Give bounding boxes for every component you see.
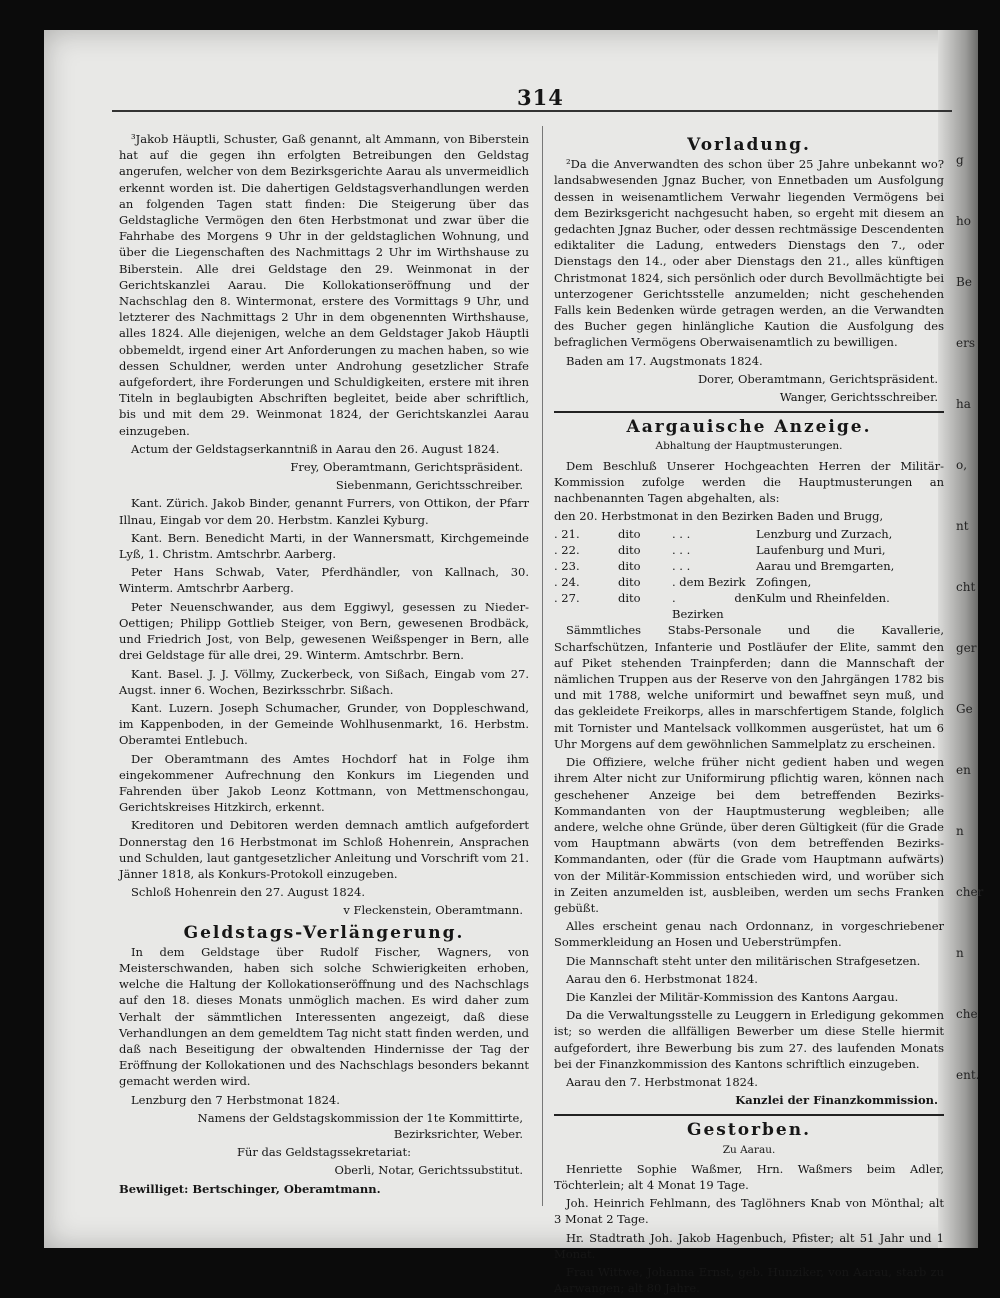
muster-place-cell: Lenzburg und Zurzach,: [756, 527, 893, 542]
zurich-notice: Kant. Zürich. Jakob Binder, genannt Furrers, von Ottikon, der Pfarr Illnau, Eingab vor dem 20. Herbstm. Kanzlei Kyburg.: [119, 496, 529, 527]
vorladung-date: Baden am 17. Augstmonats 1824.: [566, 353, 763, 368]
muster-schedule-table: [554, 526, 944, 622]
adjacent-page-fragment-line: g: [956, 153, 964, 167]
muster-day-cell: . 22.: [554, 543, 580, 558]
muster-dist-cell: . dem Bezirk: [672, 575, 746, 590]
adjacent-page-fragment-line: o,: [956, 458, 968, 472]
muster-day-cell: . 27.: [554, 591, 580, 606]
adjacent-page-fragment-line: che: [956, 1007, 978, 1021]
header-rule: [112, 110, 952, 112]
muster-row: [554, 574, 944, 590]
muster-row: [554, 558, 944, 574]
adjacent-page-fragment-line: n: [956, 824, 964, 838]
adjacent-page-fragment-line: en: [956, 763, 971, 777]
heading-vorladung: Vorladung.: [687, 135, 811, 155]
bern-notice-3: Peter Neuenschwander, aus dem Eggiwyl, gesessen zu Nieder-Oettigen; Philipp Gottlieb Steiger, von Bern, gewesenen Brodbäck, und Friedrich Jost, von Belp, gewesenen Weißspenger in Bern, alle drei Geldstage für alle drei, 29. Winterm. Amtschrbr. Bern.: [119, 599, 529, 663]
left-column: [119, 131, 529, 1199]
vorladung-signature-1: Dorer, Oberamtmann, Gerichtspräsident.: [697, 371, 938, 386]
muster-dito-cell: dito: [618, 527, 641, 542]
muster-dist-cell: . . .: [672, 527, 691, 542]
muster-row: [554, 590, 944, 622]
muster-dito-cell: dito: [618, 543, 641, 558]
aargau-paragraph-5: Die Mannschaft steht unter den militärischen Strafgesetzen.: [566, 953, 921, 968]
bern-notice-2: Peter Hans Schwab, Vater, Pferdhändler, von Kallnach, 30. Winterm. Amtschrbr Aarberg.: [119, 565, 529, 596]
gestorben-entry-2: Joh. Heinrich Fehlmann, des Taglöhners Knab von Mönthal; alt 3 Monat 2 Tage.: [554, 1196, 944, 1227]
basel-notice: Kant. Basel. J. J. Völlmy, Zuckerbeck, von Sißach, Eingab vom 27. Augst. inner 6. Wochen, Bezirksschrbr. Sißach.: [119, 666, 529, 697]
newspaper-page: [44, 30, 984, 1296]
fischer-signature-2: Für das Geldstagssekretariat:: [237, 1145, 411, 1160]
muster-day-cell: . 24.: [554, 575, 580, 590]
right-column: [554, 131, 944, 1298]
muster-dito-cell: dito: [618, 575, 641, 590]
hochdorf-date: Schloß Hohenrein den 27. August 1824.: [131, 885, 366, 900]
adjacent-page-fragment-line: cht: [956, 580, 976, 594]
adjacent-page-fragment-line: ger: [956, 641, 977, 655]
haeuptli-notice: ³Jakob Häuptli, Schuster, Gaß genannt, alt Ammann, von Biberstein hat auf die gegen ihn erfolgten Betreibungen den Geldstag angerufen, welcher von dem Bezirksgerichte Aarau als unvermeidlich erkennt worden ist. Die dahertigen Geldstagsverhandlungen werden an folgenden Tagen statt finden: Die Steigerung über das Geldstagliche Vermögen den 6ten Herbstmonat und zwar über die Fahrhabe des Morgens 9 Uhr in der geldstaglichen Wohnung, und über die Liegenschaften des Nachmittags 2 Uhr im Wirthshause zu Biberstein. Alle drei Geldstage den 29. Weinmonat in der Gerichtskanzlei Aarau. Die Kollokationseröffnung und der Nachschlag den 8. Wintermonat, erstere des Vormittags 9 Uhr, und letzterer des Nachmittags 2 Uhr in dem obgenennten Wirthshause, alles 1824. Alle diejenigen, welche an dem Geldstager Jakob Häuptli obbemeldt, irgend einer Art Anforderungen zu machen haben, so wie dessen Schuldner, werden unter Androhung gesetzlicher Strafe aufgefordert, ihre Forderungen und Schuldigkeiten, erstere mit ihren Titeln in beglaubigten Abschriften begleitet, beide aber schriftlich, bis und mit dem 29. Weinmonat 1824, der Gerichtskanzlei Aarau einzugeben.: [119, 132, 529, 438]
muster-row: [554, 526, 944, 542]
adjacent-page-fragment-line: ent.: [956, 1068, 980, 1082]
column-divider: [542, 126, 543, 1206]
heading-aargauische-anzeige: Aargauische Anzeige.: [626, 417, 872, 438]
muster-dist-cell: . den Bezirken: [672, 591, 756, 622]
fischer-signature-3: Oberli, Notar, Gerichtssubstitut.: [334, 1163, 523, 1178]
gestorben-entry-1: Henriette Sophie Waßmer, Hrn. Waßmers beim Adler, Töchterlein; alt 4 Monat 19 Tage.: [554, 1161, 944, 1192]
heading-geldstags-verlaengerung: Geldstags-Verlängerung.: [183, 922, 465, 943]
bern-notice-1: Kant. Bern. Benedicht Marti, in der Wannersmatt, Kirchgemeinde Lyß, 1. Christm. Amtschrbr. Aarberg.: [119, 530, 529, 562]
adjacent-page-fragment-line: ho: [956, 214, 971, 228]
section-rule: [554, 1114, 944, 1116]
haeuptli-date: Actum der Geldstagserkanntniß in Aarau den 26. August 1824.: [131, 441, 500, 456]
leuggern-signature: Kanzlei der Finanzkommission.: [735, 1093, 938, 1108]
hochdorf-signature: v Fleckenstein, Oberamtmann.: [343, 903, 523, 918]
leuggern-date: Aarau den 7. Herbstmonat 1824.: [566, 1074, 758, 1089]
haeuptli-signature-1: Frey, Oberamtmann, Gerichtspräsident.: [290, 460, 523, 475]
fischer-signature-4: Bewilliget: Bertschinger, Oberamtmann.: [119, 1181, 381, 1196]
gestorben-entry-3: Hr. Stadtrath Joh. Jakob Hagenbuch, Pfister; alt 51 Jahr und 1 Monat.: [554, 1230, 944, 1261]
adjacent-page-fragment-line: Be: [956, 275, 972, 289]
aargau-paragraph-3: Die Offiziere, welche früher nicht gedient haben und wegen ihrem Alter nicht zur Uniformirung pflichtig waren, können nach geschehener Anzeige bei dem betreffenden Bezirks-Kommandanten von der Hauptmusterung wegbleiben; alle andere, welche ohne Gründe, über deren Gültigkeit (für die Grade vom Hauptmann abwärts (von dem betreffenden Bezirks-Kommandanten, oder (für die Grade vom Hauptmann aufwärts) von der Militär-Kommission entschieden wird, und worüber sich in Zeiten anzumelden ist, ausbleiben, werden um sechs Franken gebüßt.: [554, 755, 944, 915]
hochdorf-notice-2: Kreditoren und Debitoren werden demnach amtlich aufgefordert Donnerstag den 16 Herbstmonat im Schloß Hohenrein, Ansprachen und Schulden, laut gantgesetzlicher Anleitung und Vorschrift vom 21. Jänner 1818, als Konkurs-Protokoll einzugeben.: [119, 818, 529, 881]
vorladung-notice: ²Da die Anverwandten des schon über 25 Jahre unbekannt wo? landsabwesenden Jgnaz Bucher, von Ennetbaden um Ausfolgung dessen in weisenamtlichem Verwahr liegenden Vermögens bei dem Bezirksgericht nachgesucht haben, so ergeht mit diesem an gedachten Jgnaz Bucher, oder dessen rechtmässige Descendenten ediktaliter die Ladung, entweders Dienstags den 7., oder Dienstags den 14., oder aber Dienstags den 21., alles künftigen Christmonat 1824, sich persönlich oder durch Bevollmächtigte bei unterzogener Gerichtsstelle anzumelden; nicht geschehenden Falls kein Bedenken würde getragen werden, an die Verwandten des Bucher gegen hinlängliche Kaution die Ausfolgung des befraglichen Vermögens Oberwaisenamtlich zu bewilligen.: [554, 157, 944, 350]
aargau-first-date: den 20. Herbstmonat in den Bezirken Baden und Brugg,: [554, 509, 884, 524]
section-rule: [554, 411, 944, 413]
adjacent-page-fragment-line: cher: [956, 885, 984, 899]
fischer-notice: In dem Geldstage über Rudolf Fischer, Wagners, von Meisterschwanden, haben sich solche Schwierigkeiten erhoben, welche die Haltung der Kollokationseröffnung und des Nachschlags auf den 18. dieses Monats unmöglich machen. Es wird daher zum Verhalt der sämmtlichen Interessenten angezeigt, daß diese Verhandlungen an dem gemeldtem Tag nicht statt finden werden, und daß nach Beseitigung der obwaltenden Hindernisse der Tag der Eröffnung der Kollokationen und des Nachschlags besonders bekannt gemacht werden wird.: [119, 944, 529, 1089]
muster-row: [554, 542, 944, 558]
leuggern-notice: Da die Verwaltungsstelle zu Leuggern in Erledigung gekommen ist; so werden die allfälligen Bewerber um diese Stelle hiermit aufgefordert, ihre Bewerbung bis zum 27. des laufenden Monats bei der Finanzkommission des Kantons schriftlich einzugeben.: [554, 1008, 944, 1071]
adjacent-page-fragment-line: Ge: [956, 702, 973, 716]
muster-place-cell: Kulm und Rheinfelden.: [756, 591, 890, 606]
muster-day-cell: . 23.: [554, 559, 580, 574]
adjacent-page-fragment-line: ers: [956, 336, 975, 350]
muster-place-cell: Zofingen,: [756, 575, 812, 590]
luzern-notice: Kant. Luzern. Joseph Schumacher, Grunder, von Doppleschwand, im Kappenboden, in der Gemeinde Wohlhusenmarkt, 16. Herbstm. Oberamtei Entlebuch.: [119, 700, 529, 748]
vorladung-signature-2: Wanger, Gerichtsschreiber.: [779, 390, 938, 405]
heading-gestorben: Gestorben.: [686, 1120, 812, 1141]
adjacent-page-fragment-line: ha: [956, 397, 971, 411]
muster-dito-cell: dito: [618, 559, 641, 574]
muster-place-cell: Laufenburg und Muri,: [756, 543, 886, 558]
muster-dist-cell: . . .: [672, 543, 691, 558]
subheading-hauptmusterungen: Abhaltung der Hauptmusterungen.: [655, 440, 843, 453]
adjacent-page-fragment: [956, 30, 984, 1248]
adjacent-page-fragment-line: nt: [956, 519, 969, 533]
aargau-date: Aarau den 6. Herbstmonat 1824.: [566, 971, 758, 986]
muster-dito-cell: dito: [618, 591, 641, 606]
aargau-paragraph-4: Alles erscheint genau nach Ordonnanz, in vorgeschriebener Sommerkleidung an Hosen und Ueberstrümpfen.: [554, 919, 944, 950]
gestorben-entry-4: Frau Wittwe, Johanna Ernst, geb. Hunziker, von Aarau, starb zu Aarwangen; alt 80 Jahre.: [554, 1264, 944, 1296]
aargau-signature: Die Kanzlei der Militär-Kommission des Kantons Aargau.: [566, 989, 899, 1004]
muster-day-cell: . 21.: [554, 527, 580, 542]
muster-place-cell: Aarau und Bremgarten,: [756, 559, 895, 574]
gestorben-place: Zu Aarau.: [722, 1143, 776, 1156]
fischer-signature-1: Namens der Geldstagskommission der 1te Kommittirte, Bezirksrichter, Weber.: [197, 1110, 523, 1141]
aargau-intro: Dem Beschluß Unserer Hochgeachten Herren der Militär-Kommission zufolge werden die Hauptmusterungen an nachbenannten Tagen abgehalten, als:: [554, 458, 944, 506]
aargau-paragraph-2: Sämmtliches Stabs-Personale und die Kavallerie, Scharfschützen, Infanterie und Postläufer der Elite, sammt den auf Piket stehenden Trainpferden; dann die Mannschaft der nämlichen Truppen aus der Reserve von den Jahrgängen 1782 bis und mit 1788, welche uniformirt und bewaffnet seyn muß, und das gekleidete Freikorps, alles in marschfertigem Stande, folglich mit Tornister und Mantelsack vollkommen ausgerüstet, hat um 6 Uhr Morgens auf dem gewöhnlichen Sammelplatz zu erscheinen.: [554, 623, 944, 751]
page-number: 314: [517, 85, 564, 110]
fischer-date: Lenzburg den 7 Herbstmonat 1824.: [131, 1092, 340, 1107]
muster-dist-cell: . . .: [672, 559, 691, 574]
adjacent-page-fragment-line: n: [956, 946, 964, 960]
haeuptli-signature-2: Siebenmann, Gerichtsschreiber.: [335, 478, 523, 493]
hochdorf-notice-1: Der Oberamtmann des Amtes Hochdorf hat in Folge ihm eingekommener Aufrechnung den Konkurs im Liegenden und Fahrenden über Jakob Leonz Kottmann, von Mettmenschongau, Gerichtskreises Hitzkirch, erkennt.: [119, 751, 529, 815]
